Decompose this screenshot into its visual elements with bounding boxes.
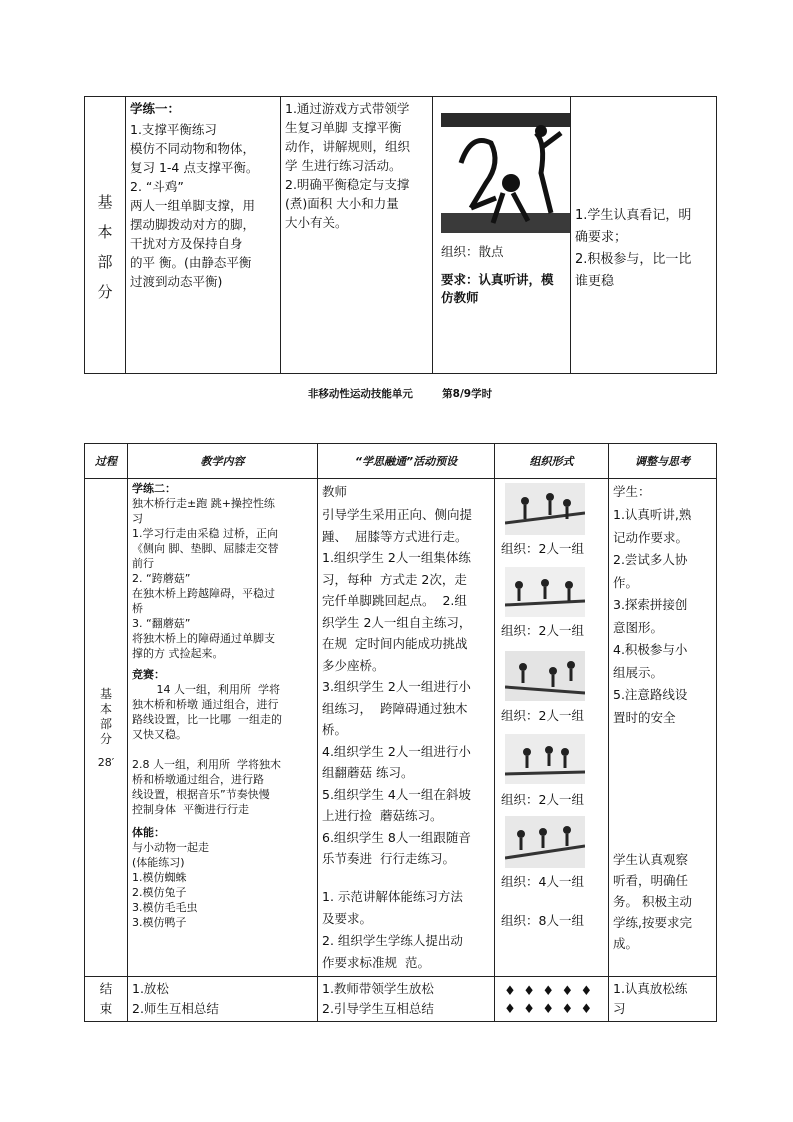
org-item-3: 组织：2人一组 — [501, 708, 584, 723]
student-marker: ♦ — [523, 983, 535, 999]
student-marker: ♦ — [542, 1001, 555, 1017]
activity-photo-2 — [505, 567, 585, 617]
end-student: 1.认真放松练 习 — [613, 980, 688, 1016]
section-label-cell — [85, 97, 126, 374]
org-item-5: 组织：4人一组 — [501, 874, 584, 889]
main-student-body2: 学生认真观察 听看，明确任 务。 积极主动 学练,按要求完 成。 — [613, 852, 692, 951]
org-item-2: 组织：2人一组 — [501, 623, 584, 638]
content-title: 学练一： — [130, 101, 181, 116]
student-text: 1.学生认真看记，明 确要求； 2.积极参与，比一比 谁更稳 — [575, 208, 692, 289]
student-marker: ♦ — [580, 1001, 593, 1017]
student-marker: ♦ — [504, 983, 516, 999]
organization-label: 组织：散点 — [441, 244, 504, 259]
main-student-cell — [609, 479, 717, 977]
main-section-label: 基 本 部 分 — [99, 687, 112, 746]
end-teacher-cell — [318, 976, 495, 1021]
teacher-cell — [281, 97, 433, 374]
organization-cell — [433, 97, 571, 374]
org-item-4: 组织：2人一组 — [501, 792, 584, 807]
balance-activity-photo — [441, 103, 571, 233]
student-marker: ♦ — [561, 983, 574, 999]
end-section-row — [85, 976, 717, 1021]
end-content: 1.放松 2.师生互相总结 — [132, 980, 219, 1016]
unit-title: 非移动性运动技能单元 第8/9学时 — [307, 388, 493, 400]
student-marker: ♦ — [523, 1001, 535, 1017]
header-content: 教学内容 — [128, 444, 318, 479]
student-marker: ♦ — [542, 983, 555, 999]
header-process: 过程 — [85, 444, 128, 479]
main-section-duration: 28′ — [97, 756, 115, 769]
end-section-label: 结 束 — [99, 980, 113, 1016]
end-organization-cell — [495, 976, 609, 1021]
activity-photo-4 — [505, 734, 585, 784]
end-teacher: 1.教师带领学生放松 2.引导学生互相总结 — [322, 980, 434, 1016]
content-body: 1.支撑平衡练习 模仿不同动物和物体， 复习 1-4 点支撑平衡。 2. “斗鸡” 两人一组单脚支撑，用 摆动脚拨动对方的脚， 干扰对方及保持自身 的平 衡。(由静态平衡 过渡到动态平衡) — [130, 122, 259, 289]
header-activity: “学思融通”活动预设 — [318, 444, 495, 479]
contest-body: 14 人一组，利用所 学将 独木桥和桥墩 通过组合，进行 路线设置，比一比哪 一组走的 又快又稳。 2.8 人一组，利用所 学将独木 桥和桥墩通过组合，进行路 线设置，根据音乐”节奏快慢 控制身体 平衡进行行走 — [132, 683, 282, 816]
fitness-body: 与小动物一起走 (体能练习) 1.模仿蜘蛛 2.模仿兔子 3.模仿毛毛虫 3.模仿鸭子 — [132, 841, 209, 929]
main-teacher-body: 引导学生采用正向、侧向提 踵、 屈膝等方式进行走。 1.组织学生 2人一组集体练 习，每种 方式走 2次，走 完仟单脚跳回起点。 2.组 织学生 2人一组自主练习， 在规 定时间内能成功挑战 多少座桥。 3.组织学生 2人一组进行小 组练习， 跨障碍通过独木 桥。 4.组织学生 2人一组进行小 组翻蘑菇 练习。 5.组织学生 4人一组在斜坡 上进行捡 蘑菇练习。 6.组织学生 8人一组跟随音 乐节奏进 行行走练习。 — [322, 507, 473, 866]
activity-photo-5 — [505, 816, 585, 868]
formation-diagram — [495, 977, 608, 1017]
content-cell — [126, 97, 281, 374]
main-organization-cell — [495, 479, 609, 977]
learn2-title: 学练二： — [132, 482, 176, 495]
student-marker: ♦ — [504, 1001, 516, 1017]
main-content-cell — [128, 479, 318, 977]
student-marker: ♦ — [580, 983, 593, 999]
org-item-1: 组织：2人一组 — [501, 541, 584, 556]
learn2-body: 独木桥行走±跑 跳+操控性练 习 1.学习行走由采稳 过桥，正向 《侧向 脚、垫脚、屈膝走交替 前行 2. “跨蘑菇” 在独木桥上跨越障碍，平稳过 桥 3. “翻蘑菇” 将独木桥上的障碍通过单脚支 撑的方 式捡起来。 — [132, 497, 279, 660]
org-item-6: 组织：8人一组 — [501, 913, 584, 928]
activity-photo-1 — [505, 483, 585, 535]
activity-photo-3 — [505, 651, 585, 701]
student-marker: ♦ — [561, 1001, 574, 1017]
header-reflection: 调整与思考 — [609, 444, 717, 479]
header-organization: 组织形式 — [495, 444, 609, 479]
student-cell — [571, 97, 717, 374]
main-teacher-body2: 1. 示范讲解体能练习方法 及要求。 2. 组织学生学练人提出动 作要求标准规 范。 — [322, 888, 463, 970]
end-student-cell — [609, 976, 717, 1021]
main-section-row — [85, 479, 717, 977]
main-section-label-cell — [85, 479, 128, 977]
teacher-text: 1.通过游戏方式带领学 生复习单脚 支撑平衡 动作，讲解规则，组织 学 生进行练习活动。 2.明确平衡稳定与支撑 (煮)面积 大小和力量 大小有关。 — [285, 101, 411, 230]
end-content-cell — [128, 976, 318, 1021]
table-header-row — [85, 444, 717, 479]
main-student-label: 学生： — [613, 484, 651, 499]
main-teacher-cell — [318, 479, 495, 977]
section-label: 基 本 部 分 — [97, 193, 113, 301]
contest-title: 竞赛： — [132, 668, 165, 681]
main-teacher-label: 教师 — [322, 484, 348, 499]
lesson-plan-table — [84, 443, 717, 1022]
end-section-label-cell — [85, 976, 128, 1021]
main-student-body: 1.认真听讲,熟 记动作要求。 2.尝试多人协 作。 3.探索拼接创 意图形。 4.积极参与小 组展示。 5.注意路线设 置时的安全 — [613, 507, 692, 725]
top-lesson-table — [84, 96, 717, 374]
fitness-title: 体能： — [132, 826, 165, 839]
organization-requirement: 要求：认真听讲，模 仿教师 — [441, 272, 554, 305]
